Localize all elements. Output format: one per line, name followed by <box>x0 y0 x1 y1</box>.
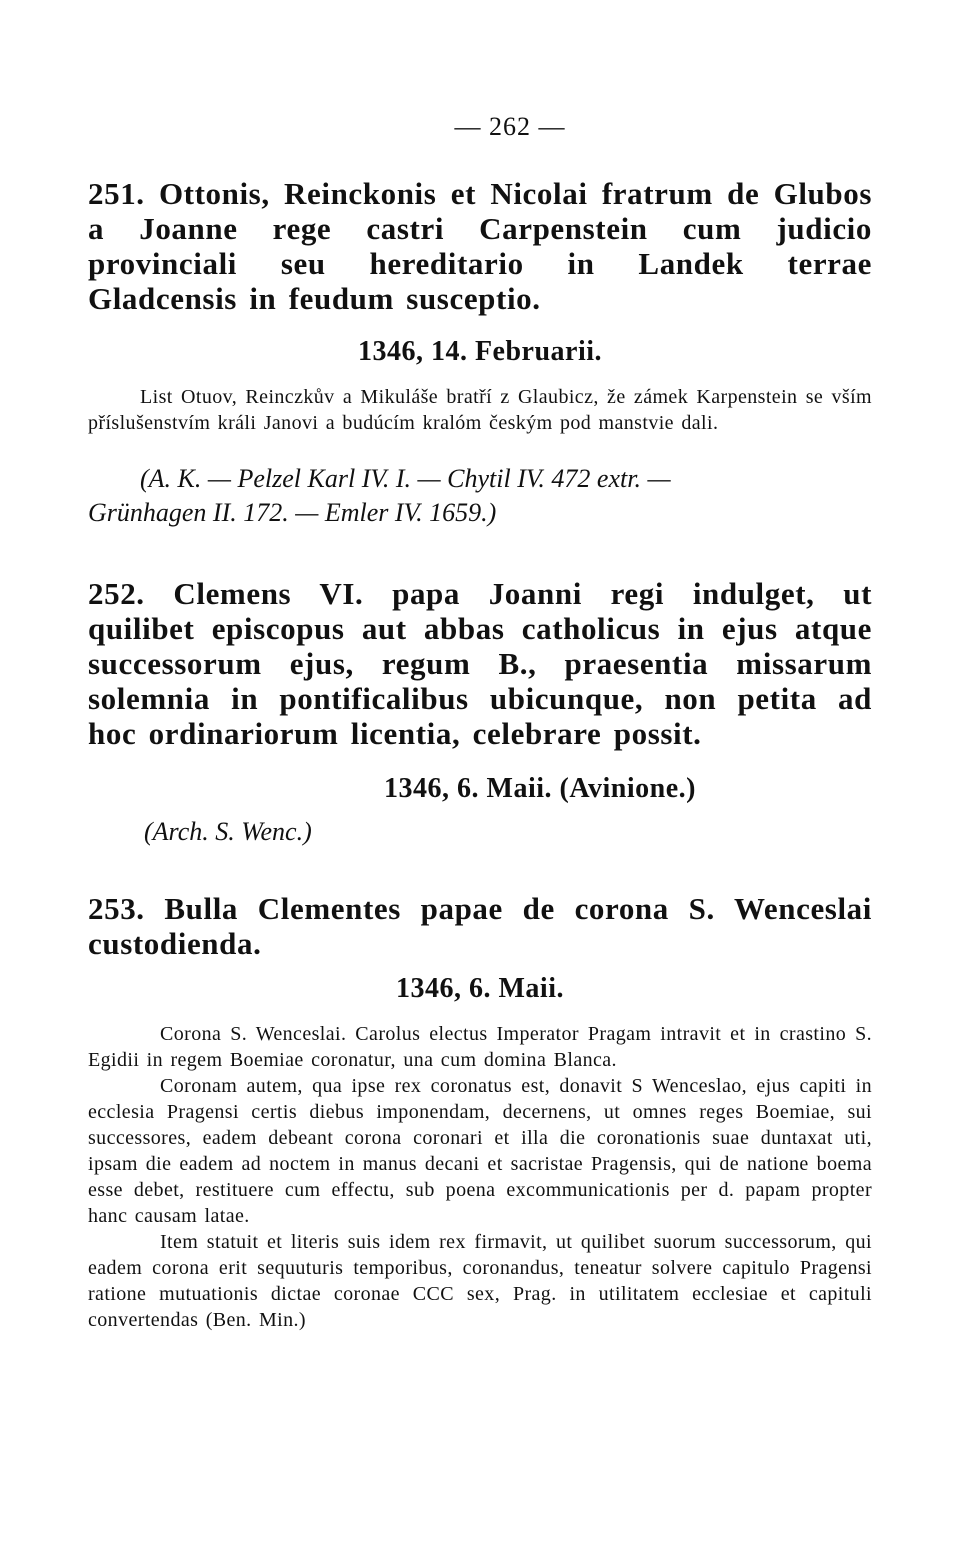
entry-253-paragraph-3: Item statuit et literis suis idem rex firmavit, ut quilibet suorum successorum, qui eadem corona erit sequuturis temporibus, coronandus, teneatur solvere capitulo Pragensi ratione mutuationis dictae coronae CCC sex, Prag. in utilitatem ecclesiae et capituli convertendas (Ben. Min.) <box>88 1231 872 1331</box>
entry-252-source <box>144 815 872 849</box>
entry-251-date: 1346, 14. Februarii. <box>357 336 603 367</box>
entry-251-abstract: List Otuov, Reinczkův a Mikuláše bratří z Glaubicz, že zámek Karpenstein se vším příslušenstvím králi Janovi a budúcím kralóm českým pod manstvie dali. <box>88 386 872 434</box>
source-text: (Arch. S. Wenc.) <box>144 817 312 846</box>
entry-251-refs-line1 <box>88 462 872 496</box>
entry-251-refs-line2 <box>88 496 872 530</box>
entry-252-date: 1346, 6. Maii. (Avinione.) <box>384 773 696 804</box>
refs-text: (A. K. — Pelzel Karl IV. I. — Chytil IV. 472 extr. — <box>140 464 671 493</box>
document-page <box>88 112 872 1333</box>
entry-252-title: 252. Clemens VI. papa Joanni regi indulget, ut quilibet episcopus aut abbas catholicus in ejus atque successorum ejus, regum B., praesentia missarum solemnia in pontificalibus ubicunque, non petita ad hoc ordinariorum licentia, celebrare possit. <box>88 576 872 751</box>
entry-253-date: 1346, 6. Maii. <box>396 973 564 1004</box>
entry-253-paragraph-1: Corona S. Wenceslai. Carolus electus Imperator Pragam intravit et in crastino S. Egidii in regem Boemiae coronatur, una cum domina Blanca. <box>88 1023 872 1071</box>
refs-text: Grünhagen II. 172. — Emler IV. 1659.) <box>88 498 497 527</box>
entry-253-title: 253. Bulla Clementes papae de corona S. Wenceslai custodienda. <box>88 891 872 961</box>
entry-251-title: 251. Ottonis, Reinckonis et Nicolai fratrum de Glubos a Joanne rege castri Carpenstein cum judicio provinciali seu hereditario in Landek terrae Gladcensis in feudum susceptio. <box>88 176 872 316</box>
page-number: — 262 — <box>454 112 566 141</box>
entry-253-paragraph-2: Coronam autem, qua ipse rex coronatus est, donavit S Wenceslao, ejus capiti in ecclesia Pragensi certis diebus imponendam, decernens, ut omnes reges Boemiae, sui successores, eadem debeant corona coronari et illa die coronationis suae duntaxat uti, ipsam die eadem ad noctem in manus decani et sacristae Pragensis, qui de natione boema esse debet, restituere cum effectu, sub poena excommunicationis per d. papam propter hanc causam latae. <box>88 1075 872 1227</box>
